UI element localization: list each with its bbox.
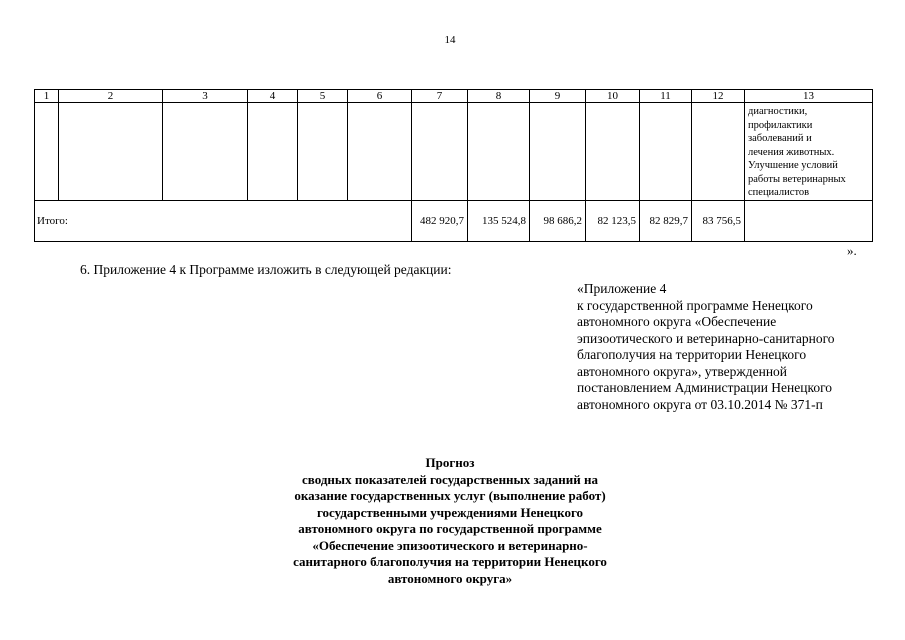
column-number: 2 [59,90,163,103]
col13-line: профилактики [748,119,813,131]
column-number: 7 [412,90,468,103]
total-value: 83 756,5 [692,201,745,242]
total-value: 82 123,5 [586,201,640,242]
column-number: 12 [692,90,745,103]
total-value: 482 920,7 [412,201,468,242]
column-number: 5 [298,90,348,103]
table-cell [640,103,692,201]
appendix-line: автономного округа от 03.10.2014 № 371-п [577,396,823,412]
appendix-line: «Приложение 4 [577,281,667,296]
table-cell [468,103,530,201]
appendix-line: автономного округа «Обеспечение [577,314,777,329]
prognoz-line: государственными учреждениями Ненецкого [316,504,584,520]
column-number: 11 [640,90,692,103]
table-cell [692,103,745,201]
total-label: Итого: [35,201,412,242]
table-cell [59,103,163,201]
col13-line: заболеваний и [748,133,812,144]
total-value: 82 829,7 [640,201,692,242]
appendix-heading [577,281,887,413]
paragraph-item-6: 6. Приложение 4 к Программе изложить в следующей редакции: [80,262,452,277]
appendix-line: к государственной программе Ненецкого [577,297,813,313]
table-cell [35,103,59,201]
table-cell [412,103,468,201]
table-header-row [35,90,873,103]
appendix-line: автономного округа», утвержденной [577,363,788,379]
table-cell [298,103,348,201]
total-value: 98 686,2 [530,201,586,242]
prognoz-line: «Обеспечение эпизоотического и ветеринарно- [312,537,588,553]
table-total-row [35,201,873,242]
column-number: 6 [348,90,412,103]
prognoz-line: санитарного благополучия на территории Ненецкого [293,554,607,569]
program-table [34,89,873,242]
col13-line: диагностики, [748,106,808,117]
total-value: 135 524,8 [468,201,530,242]
column-number: 1 [35,90,59,103]
prognoz-title-block [250,455,650,587]
table-cell [745,201,873,242]
prognoz-line: оказание государственных услуг (выполнение работ) [294,488,606,503]
table-cell [248,103,298,201]
appendix-line: благополучия на территории Ненецкого [577,347,807,362]
appendix-line: эпизоотического и ветеринарно-санитарного [577,330,835,346]
col13-line: лечения животных. [748,146,835,158]
column-number: 3 [163,90,248,103]
col13-line: Улучшение условий [748,160,838,171]
table-cell [586,103,640,201]
column-number: 4 [248,90,298,103]
closing-quote: ». [847,243,857,258]
column-number: 10 [586,90,640,103]
prognoz-line: автономного округа по государственной программе [298,521,602,536]
column-number: 8 [468,90,530,103]
col13-line: работы ветеринарных [748,173,846,185]
table-cell [348,103,412,201]
table-row [35,103,873,201]
table-cell [530,103,586,201]
prognoz-title: Прогноз [425,455,475,470]
prognoz-line: автономного округа» [387,570,513,586]
prognoz-line: сводных показателей государственных заданий на [302,471,598,487]
column-number: 13 [745,90,873,103]
column-number: 9 [530,90,586,103]
table-cell-col13 [745,103,873,201]
page-number: 14 [444,34,456,46]
appendix-line: постановлением Администрации Ненецкого [577,380,833,395]
col13-line: специалистов [748,187,810,198]
table-cell [163,103,248,201]
